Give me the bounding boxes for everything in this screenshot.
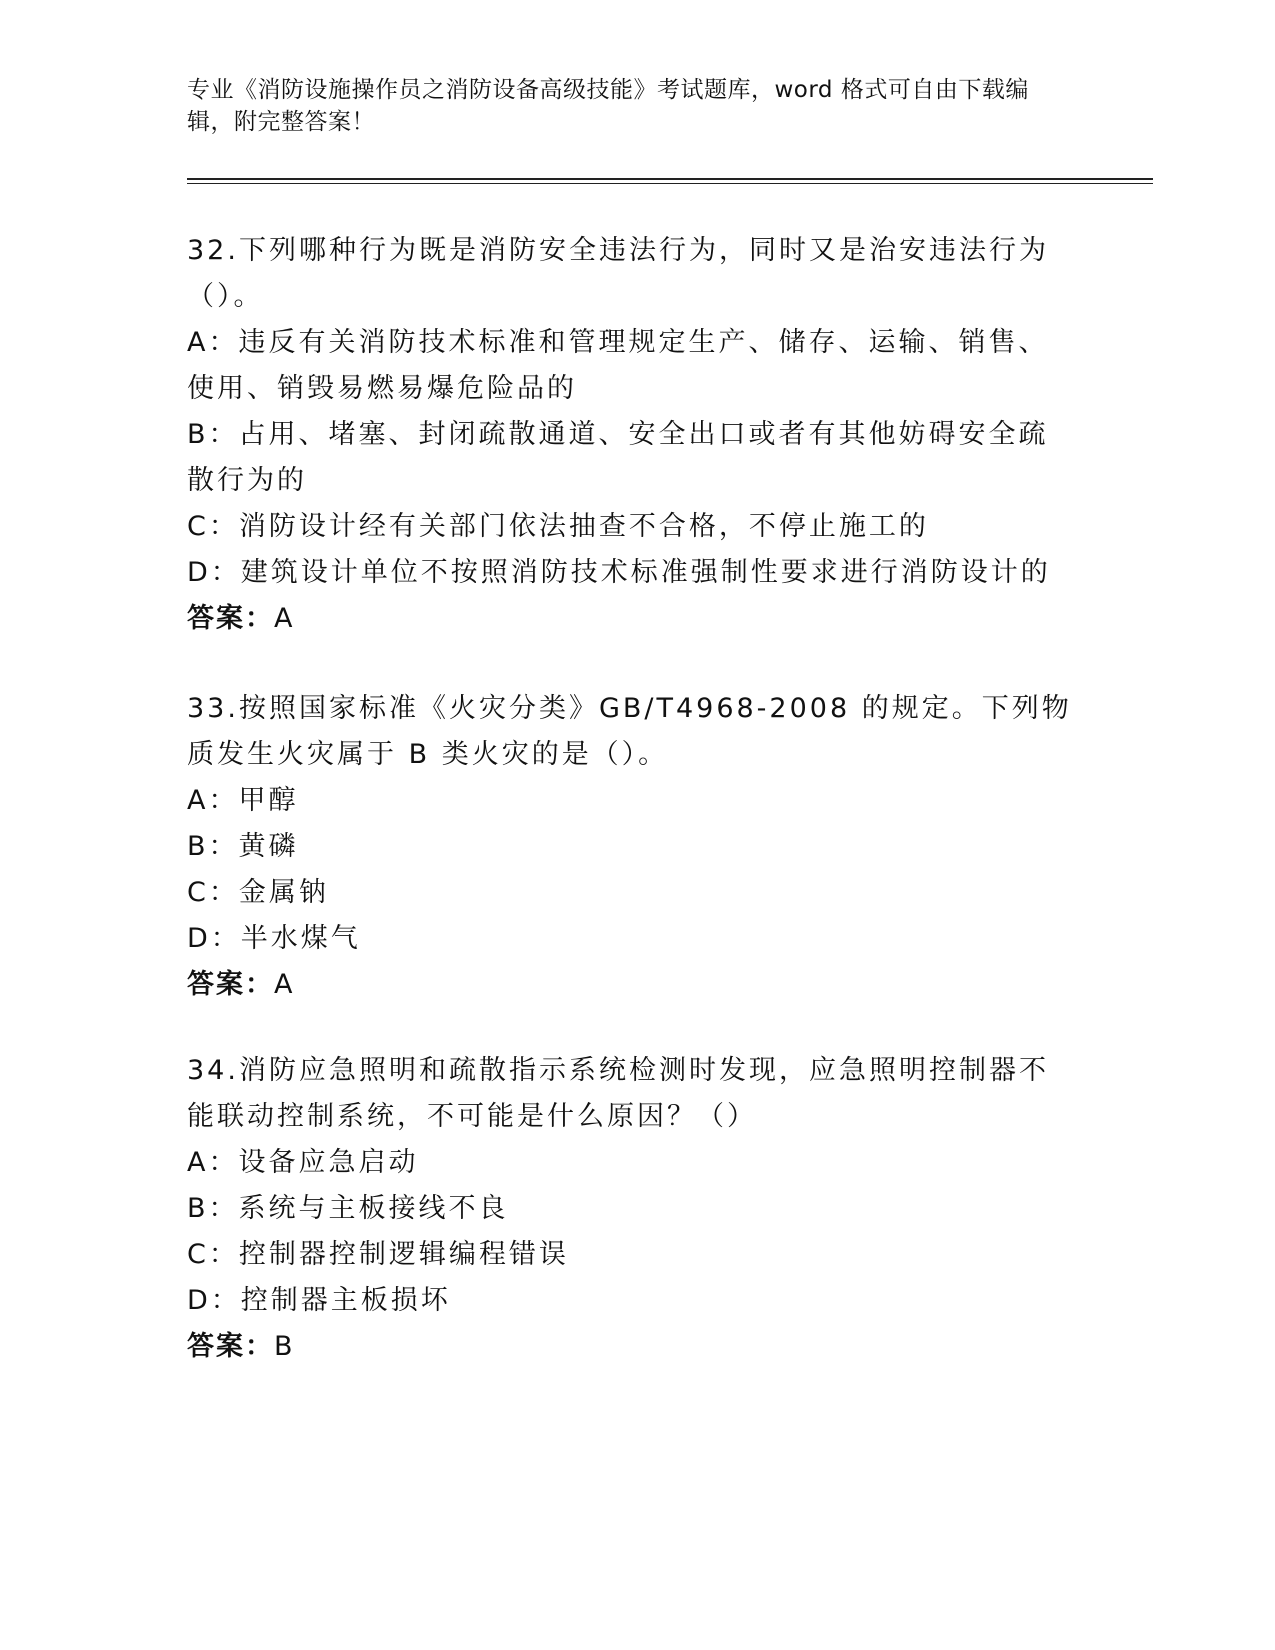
question-33 [187,686,1077,1008]
answer-value: B [274,1331,295,1362]
answer-line [187,596,1077,642]
question-32 [187,228,1077,642]
answer-line [187,962,1077,1008]
option-d: D：建筑设计单位不按照消防技术标准强制性要求进行消防设计的 [187,557,1051,588]
answer-label: 答案： [187,1331,274,1362]
answer-label: 答案： [187,603,274,634]
option-c: C：控制器控制逻辑编程错误 [187,1239,569,1270]
option-d: D：控制器主板损坏 [187,1285,451,1316]
question-stem: 33.按照国家标准《火灾分类》GB/T4968-2008 的规定。下列物质发生火灾属于 B 类火灾的是（）。 [187,693,1072,770]
answer-line [187,1324,1077,1370]
question-stem: 34.消防应急照明和疏散指示系统检测时发现，应急照明控制器不能联动控制系统，不可能是什么原因？（） [187,1055,1049,1132]
option-c: C：金属钠 [187,877,329,908]
option-a: A：甲醇 [187,785,299,816]
option-c: C：消防设计经有关部门依法抽查不合格，不停止施工的 [187,511,929,542]
option-a: A：设备应急启动 [187,1147,419,1178]
question-34 [187,1048,1077,1370]
option-a: A：违反有关消防技术标准和管理规定生产、储存、运输、销售、使用、销毁易燃易爆危险品的 [187,327,1049,404]
answer-value: A [274,603,295,634]
answer-label: 答案： [187,969,274,1000]
header-divider-thin [187,183,1153,184]
document-header: 专业《消防设施操作员之消防设备高级技能》考试题库，word 格式可自由下载编辑，附完整答案！ [187,77,1029,135]
option-b: B：占用、堵塞、封闭疏散通道、安全出口或者有其他妨碍安全疏散行为的 [187,419,1049,496]
option-b: B：系统与主板接线不良 [187,1193,509,1224]
question-stem: 32.下列哪种行为既是消防安全违法行为，同时又是治安违法行为（）。 [187,235,1049,312]
header-divider-thick [187,178,1153,180]
option-d: D：半水煤气 [187,923,361,954]
answer-value: A [274,969,295,1000]
option-b: B：黄磷 [187,831,299,862]
